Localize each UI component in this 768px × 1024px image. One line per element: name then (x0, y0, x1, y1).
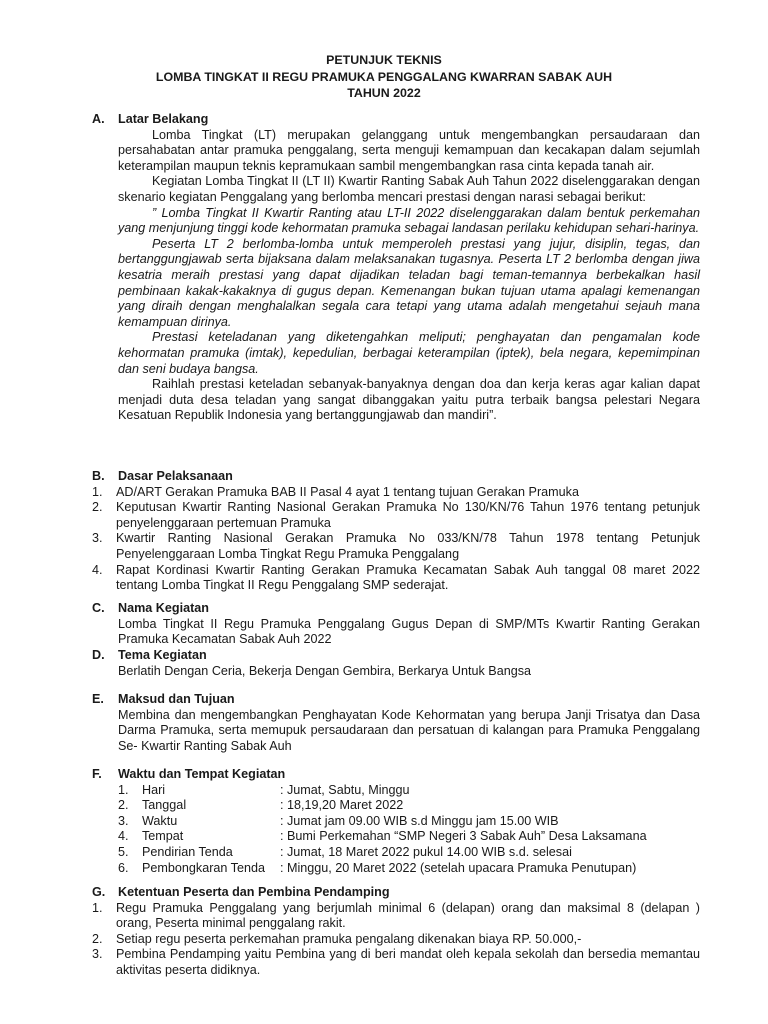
schedule-value: : 18,19,20 Maret 2022 (280, 798, 404, 813)
section-heading (92, 601, 700, 617)
list-number: 1. (118, 782, 129, 797)
paragraph: Lomba Tingkat (LT) merupakan gelanggang untuk mengembangkan persaudaraan dan persahabatan antar pramuka penggalang, serta menguji kemampuan dan kecakapan dalam sejumlah keterampilan maupun teknis kepramukaan sambil mengembangkan rasa cinta kepada tanah air. (118, 127, 700, 173)
section-heading (92, 648, 700, 664)
schedule-label: Hari (142, 782, 166, 797)
section-letter: A. (92, 112, 105, 126)
section-title: Nama Kegiatan (118, 601, 209, 615)
header-title: PETUNJUK TEKNIS (326, 53, 442, 67)
section-letter: D. (92, 648, 105, 662)
list-number: 3. (118, 813, 129, 828)
section-ketentuan-peserta (92, 885, 700, 979)
schedule-value: : Jumat, 18 Maret 2022 pukul 14.00 WIB s.d. selesai (280, 844, 572, 859)
section-title: Ketentuan Peserta dan Pembina Pendamping (118, 885, 390, 899)
section-heading (92, 885, 700, 901)
schedule-label: Tempat (142, 829, 184, 844)
list-number: 2. (118, 798, 129, 813)
list-item (92, 500, 700, 531)
numbered-list (92, 485, 700, 594)
document-header (0, 52, 768, 102)
list-item (92, 947, 700, 978)
schedule-row (118, 798, 700, 814)
schedule-label: Waktu (142, 813, 178, 828)
section-letter: F. (92, 767, 102, 781)
list-text: Setiap regu peserta perkemahan pramuka pengalang dikenakan biaya RP. 50.000,- (116, 931, 582, 946)
quote-paragraph: Prestasi keteladanan yang diketengahkan meliputi; penghayatan dan pengamalan kode kehormatan pramuka (imtak), kepedulian, berbagai keterampilan (iptek), bela negara, kepemimpinan dan seni budaya bangsa. (118, 330, 700, 376)
header-subtitle: LOMBA TINGKAT II REGU PRAMUKA PENGGALANG KWARRAN SABAK AUH (155, 69, 613, 84)
section-title: Tema Kegiatan (118, 648, 207, 662)
section-title: Maksud dan Tujuan (118, 692, 235, 706)
section-dasar-pelaksanaan (92, 469, 700, 594)
section-heading (92, 767, 700, 783)
list-number: 1. (92, 900, 103, 915)
list-text: Keputusan Kwartir Ranting Nasional Gerakan Pramuka No 130/KN/76 Tahun 1976 tentang petunjuk penyelenggaraan pertemuan Pramuka (116, 500, 700, 530)
list-text: Rapat Kordinasi Kwartir Ranting Gerakan Pramuka Kecamatan Sabak Auh tanggal 08 maret 2022 tentang Lomba Tingkat II Regu Penggalang SMP sederajat. (116, 562, 700, 593)
section-waktu-tempat (92, 767, 700, 876)
list-item (92, 932, 700, 948)
schedule-row (118, 783, 700, 799)
section-nama-kegiatan (92, 601, 700, 648)
schedule-value: : Jumat jam 09.00 WIB s.d Minggu jam 15.00 WIB (280, 813, 559, 828)
section-maksud-tujuan (92, 692, 700, 754)
list-number: 3. (92, 531, 103, 546)
quote-paragraph: Peserta LT 2 berlomba-lomba untuk memperoleh prestasi yang jujur, disiplin, tegas, dan bertanggungjawab serta bijaksana dalam melaksanakan tugasnya. Peserta LT 2 berlomba dengan jiwa kesatria meraih prestasi yang dapat dijadikan teladan bagi teman-temannya berbekalkan hasil pembinaan kakak-kakaknya di gugus depan. Kemenangan bukan tujuan utama apalagi kemenangan yang diraih dengan menghalalkan segala cara tetapi yang utama adalah mengetahui sejauh mana kemampuan dirinya. (118, 236, 700, 329)
section-body (118, 128, 700, 424)
paragraph: Raihlah prestasi keteladan sebanyak-banyaknya dengan doa dan kerja keras agar kalian dapat menjadi duta desa teladan yang sangat dibanggakan yaitu putra terbaik bangsa pelestari Negara Kesatuan Republik Indonesia yang bertanggungjawab dan mandiri”. (118, 377, 700, 423)
section-text: Lomba Tingkat II Regu Pramuka Penggalang Gugus Depan di SMP/MTs Kwartir Ranting Gerakan Pramuka Kecamatan Sabak Auh 2022 (118, 616, 700, 647)
schedule-row (118, 829, 700, 845)
section-title: Latar Belakang (118, 112, 209, 126)
list-text: Pembina Pendamping yaitu Pembina yang di beri mandat oleh kepala sekolah dan bersedia memantau aktivitas peserta didiknya. (116, 947, 700, 977)
schedule-value: : Minggu, 20 Maret 2022 (setelah upacara Pramuka Penutupan) (280, 860, 637, 875)
paragraph: Kegiatan Lomba Tingkat II (LT II) Kwartir Ranting Sabak Auh Tahun 2022 diselenggarakan dengan skenario kegiatan Penggalang yang berlomba mencari prestasi dengan narasi sebagai berikut: (118, 174, 700, 204)
list-text: Regu Pramuka Penggalang yang berjumlah minimal 6 (delapan) orang dan maksimal 8 (delapan ) orang, Peserta minimal penggalang rakit. (116, 900, 700, 931)
section-text: Membina dan mengembangkan Penghayatan Kode Kehormatan yang berupa Janji Trisatya dan Dasa Darma Pramuka, serta memupuk persaudaraan dan persatuan di kalangan para Pramuka Penggalang Se- Kwartir Ranting Sabak Auh (118, 707, 700, 753)
section-latar-belakang (92, 112, 700, 424)
section-heading (92, 112, 700, 128)
section-title: Dasar Pelaksanaan (118, 469, 233, 483)
section-heading (92, 692, 700, 708)
list-number: 5. (118, 844, 129, 859)
list-number: 3. (92, 947, 103, 962)
schedule-row (118, 814, 700, 830)
section-letter: C. (92, 601, 105, 615)
list-number: 1. (92, 484, 103, 499)
section-text: Berlatih Dengan Ceria, Bekerja Dengan Gembira, Berkarya Untuk Bangsa (118, 663, 532, 678)
section-title: Waktu dan Tempat Kegiatan (118, 767, 286, 781)
numbered-list (92, 901, 700, 979)
section-letter: B. (92, 469, 105, 483)
list-text: Kwartir Ranting Nasional Gerakan Pramuka No 033/KN/78 Tahun 1978 tentang Petunjuk Penyelenggaraan Lomba Tingkat Regu Pramuka Penggalang (116, 531, 700, 561)
schedule-label: Pembongkaran Tenda (142, 860, 265, 875)
schedule-label: Tanggal (142, 798, 187, 813)
list-number: 4. (92, 562, 103, 577)
schedule-label: Pendirian Tenda (142, 844, 233, 859)
section-tema-kegiatan (92, 648, 700, 679)
section-letter: G. (92, 885, 106, 899)
list-item (92, 531, 700, 562)
list-number: 6. (118, 860, 129, 875)
section-letter: E. (92, 692, 104, 706)
header-year: TAHUN 2022 (347, 86, 421, 101)
list-number: 2. (92, 931, 103, 946)
schedule-value: : Bumi Perkemahan “SMP Negeri 3 Sabak Auh” Desa Laksamana (280, 829, 647, 844)
list-number: 2. (92, 500, 103, 515)
schedule-row (118, 861, 700, 877)
section-heading (92, 469, 700, 485)
list-number: 4. (118, 829, 129, 844)
schedule-value: : Jumat, Sabtu, Minggu (280, 782, 410, 797)
list-item (92, 563, 700, 594)
list-item (92, 485, 700, 501)
list-text: AD/ART Gerakan Pramuka BAB II Pasal 4 ayat 1 tentang tujuan Gerakan Pramuka (116, 484, 579, 499)
schedule-row (118, 845, 700, 861)
schedule-list (118, 783, 700, 877)
quote-paragraph: ” Lomba Tingkat II Kwartir Ranting atau LT-II 2022 diselenggarakan dalam bentuk perkemahan yang menjunjung tinggi kode kehormatan pramuka sebagai landasan perilaku kehidupan sehari-harinya. (118, 205, 700, 236)
list-item (92, 901, 700, 932)
